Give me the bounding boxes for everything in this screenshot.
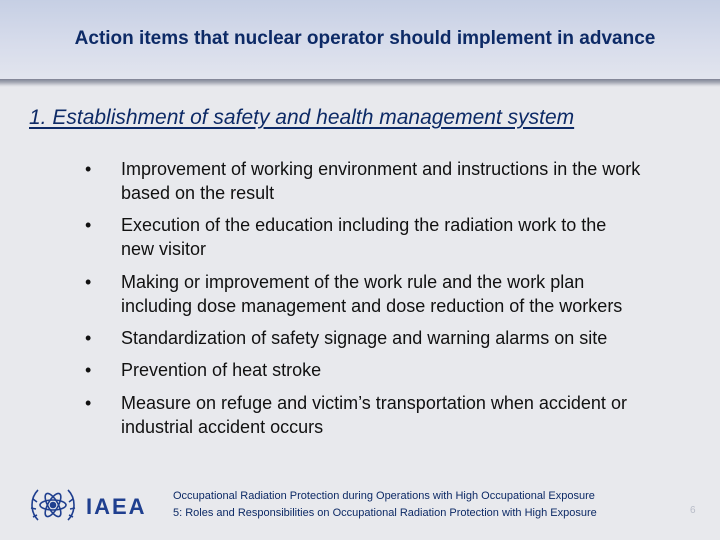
bullet-line: Improvement of working environment and instructions in the work [121, 159, 641, 179]
footer-caption [173, 488, 597, 522]
iaea-logo [28, 480, 158, 532]
bullet-marker: • [85, 272, 92, 292]
bullet-line: Standardization of safety signage and warning alarms on site [121, 328, 608, 348]
footer-line-1: Occupational Radiation Protection during Operations with High Occupational Exposure [173, 490, 595, 502]
bullet-line: based on the result [121, 183, 275, 203]
bullet-line: Measure on refuge and victim’s transportation when accident or [121, 393, 627, 413]
bullet-line: Making or improvement of the work rule and the work plan [121, 272, 585, 292]
bullet-line: industrial accident occurs [121, 417, 324, 437]
bullet-line: new visitor [121, 239, 207, 259]
slide-title: Action items that nuclear operator should implement in advance [74, 28, 656, 49]
bullet-text [121, 213, 711, 261]
bullet-line: Prevention of heat stroke [121, 360, 322, 380]
bullet-marker: • [85, 328, 92, 348]
page-number: 6 [690, 505, 696, 516]
footer-line-2: 5: Roles and Responsibilities on Occupational Radiation Protection with High Exposure [173, 507, 597, 519]
bullet-marker: • [85, 393, 92, 413]
bullet-text [121, 157, 711, 205]
bullet-text [121, 358, 711, 382]
bullet-marker: • [85, 215, 92, 235]
logo-wordmark: IAEA [86, 494, 147, 519]
bullet-text [121, 270, 711, 318]
header-band [0, 0, 720, 80]
bullet-line: including dose management and dose reduction of the workers [121, 296, 623, 316]
bullet-marker: • [85, 159, 92, 179]
bullet-text [121, 326, 711, 350]
header-divider [0, 79, 720, 87]
section-heading: 1. Establishment of safety and health management system [29, 106, 575, 129]
bullet-line: Execution of the education including the radiation work to the [121, 215, 607, 235]
bullet-text [121, 391, 711, 439]
atom-emblem-icon [31, 490, 75, 520]
bullet-marker: • [85, 360, 92, 380]
